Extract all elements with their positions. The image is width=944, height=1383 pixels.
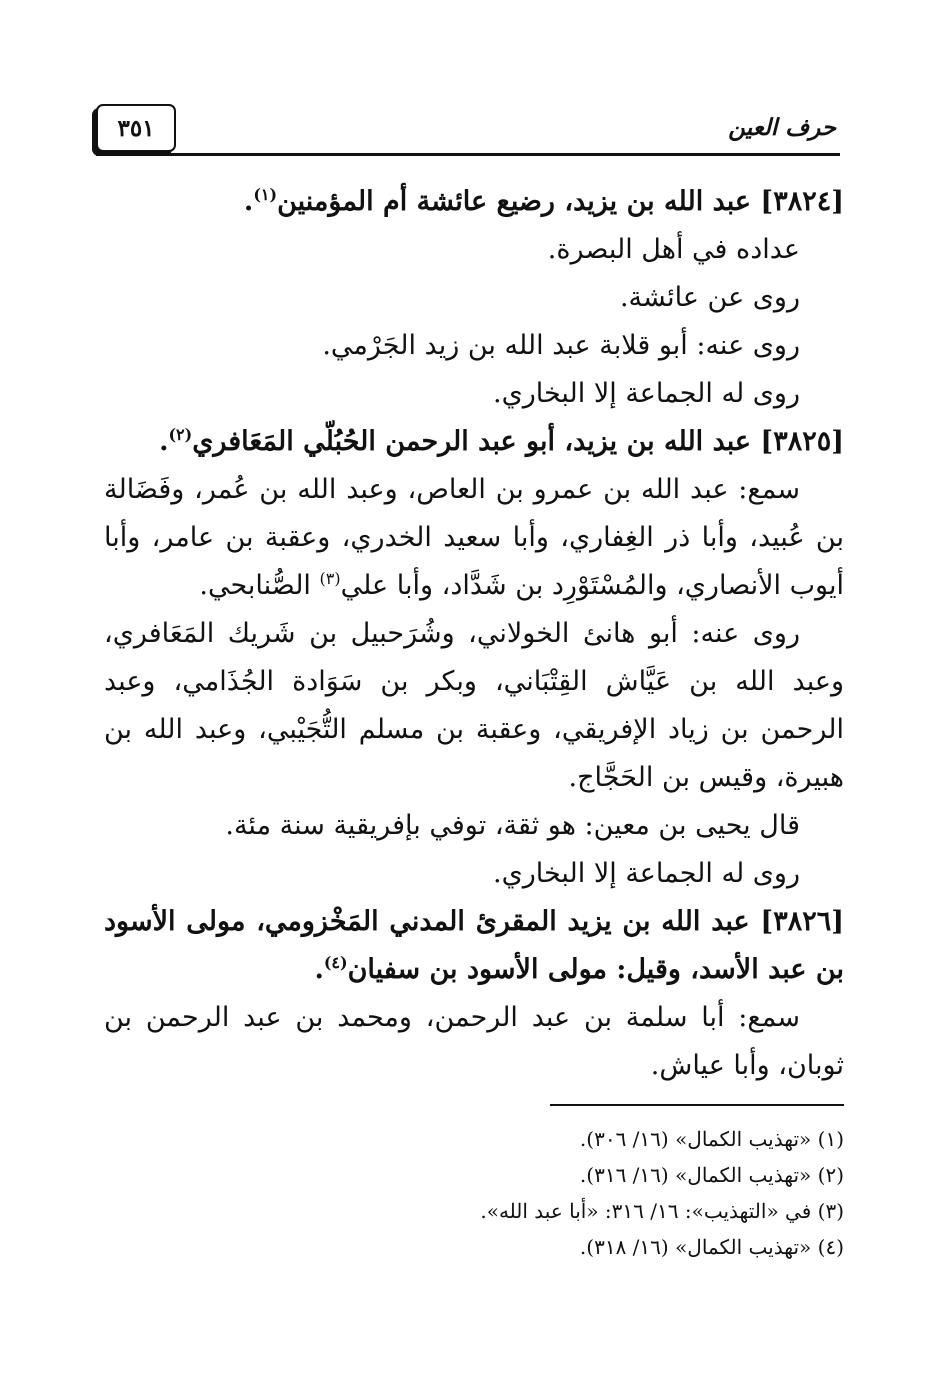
entry-paragraph: روى عنه: أبو هانئ الخولاني، وشُرَحبيل بن شَريك المَعَافري، وعبد الله بن عَيَّاش القِتْبَاني، وبكر بن سَوَادة الجُذَامي، وعبد الرحمن بن زياد الإفريقي، وعقبة بن مسلم التُّجَيْبي، وعبد الله بن هبيرة، وقيس بن الحَجَّاج.: [104, 618, 844, 793]
entry-line: عداده في أهل البصرة.: [547, 234, 800, 265]
page-number: ٣٥١: [96, 104, 176, 152]
footnote: (١) «تهذيب الكمال» (١٦/ ٣٠٦).: [579, 1127, 844, 1151]
entry-title-end: .: [159, 426, 169, 457]
running-head: حرف العين: [728, 114, 836, 141]
entry-title-3825: [104, 418, 844, 466]
footnote-ref: (١): [253, 185, 278, 204]
footnotes: [300, 1121, 844, 1265]
page-body: [104, 178, 844, 1090]
entry-line: روى له الجماعة إلا البخاري.: [492, 858, 800, 889]
entry-title-text: [٣٨٢٦] عبد الله بن يزيد المقرئ المدني المَخْزومي، مولى الأسود بن عبد الأسد، وقيل: مولى الأسود بن سفيان: [104, 906, 844, 985]
footnote-ref: (٤): [323, 953, 348, 972]
page-header: [96, 100, 840, 156]
footnote: (٤) «تهذيب الكمال» (١٦/ ٣١٨).: [579, 1235, 844, 1259]
entry-paragraph: سمع: أبا سلمة بن عبد الرحمن، ومحمد بن عبد الرحمن بن ثوبان، وأبا عياش.: [104, 1002, 844, 1081]
paragraph-text: سمع: عبد الله بن عمرو بن العاص، وعبد الله بن عُمر، وفَضَالة بن عُبيد، وأبا ذر الغِفاري، وأبا سعيد الخدري، وعقبة بن عامر، وأبا أيوب الأنصاري، والمُسْتَوْرِد بن شَدَّاد، وأبا علي: [104, 474, 844, 601]
paragraph-text: الصُّنابحي.: [199, 570, 320, 601]
entry-line: روى عنه: أبو قلابة عبد الله بن زيد الجَرْمي.: [322, 330, 800, 361]
footnote: (٣) في «التهذيب»: ١٦/ ٣١٦: «أبا عبد الله».: [480, 1199, 844, 1223]
entry-title-3826: [104, 898, 844, 994]
entry-title-end: .: [314, 954, 324, 985]
entry-title-text: [٣٨٢٥] عبد الله بن يزيد، أبو عبد الرحمن الحُبُلّي المَعَافري: [192, 426, 844, 457]
footnote-rule: [550, 1104, 844, 1106]
entry-title-text: [٣٨٢٤] عبد الله بن يزيد، رضيع عائشة أم المؤمنين: [277, 186, 844, 217]
footnote: (٢) «تهذيب الكمال» (١٦/ ٣١٦).: [579, 1163, 844, 1187]
entry-line: روى عن عائشة.: [619, 282, 800, 313]
entry-title-3824: [104, 178, 844, 226]
header-rule: [96, 153, 840, 156]
entry-title-end: .: [243, 186, 254, 217]
entry-line: روى له الجماعة إلا البخاري.: [492, 378, 800, 409]
entry-line: قال يحيى بن معين: هو ثقة، توفي بإفريقية سنة مئة.: [225, 810, 800, 841]
entry-paragraph: [104, 466, 844, 610]
footnote-ref: (٢): [168, 425, 193, 444]
footnote-ref: (٣): [319, 569, 341, 588]
